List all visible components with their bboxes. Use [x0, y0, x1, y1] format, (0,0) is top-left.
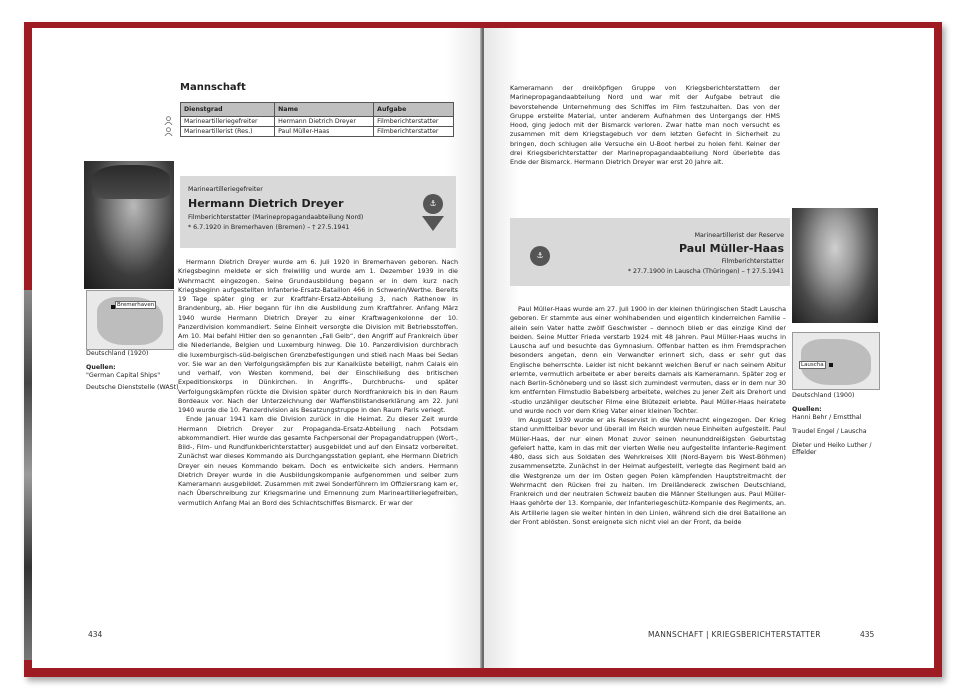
left-page — [32, 28, 482, 668]
profile-band — [510, 218, 790, 286]
paragraph: Ende Januar 1941 kam die Division zurück in die Heimat. Zu dieser Zeit wurde Hermann Dietrich Dreyer zur Propaganda-Ersatz-Abteilung nach Potsdam abkommandiert. Hier wurde das gesamte Fachpersonal der Propagandatruppen (Wort-, Bild-, Film- und Rundfunkberichterstatter) ausgebildet und auf den Einsatz vorbereitet. Zunächst war dieses Kommando als Durchgangsstation geplant, ehe Hermann Dietrich Dreyer ein neues Kommando bekam. Doch es entwickelte sich anders. Hermann Dietrich Dreyer wurde in die Ausbildungskompanie aufgenommen und selber zum Kameramann ausgebildet. Zusammen mit zwei Sonderführern im Offiziersrang kam er, nach Überschreibung zur Kriegsmarine und Ernennung zum Marineartilleriegefreiten, vermutlich Anfang Mai an Bord des Schlachtschiffes Bismarck. Er war der — [178, 415, 458, 507]
map-pin — [829, 363, 833, 367]
page-number-right: 435 — [860, 630, 875, 639]
portrait-photo-muller — [792, 208, 878, 323]
table-row — [181, 117, 454, 127]
profile-dates: * 6.7.1920 in Bremerhaven (Bremen) – † 27.5.1941 — [188, 224, 350, 231]
person-icon — [164, 127, 173, 136]
paragraph: Paul Müller-Haas wurde am 27. Juli 1900 in der kleinen thüringischen Stadt Lauscha geboren. Er stammte aus einer wohlhabenden und eigentlich kinderreichen Familie – allein sein Vater hatte zwölf Geschwister – dennoch blieb er das einzige Kind der beiden. Seine Mutter Frieda verstarb 1924 mit 48 Jahren. Paul Müller-Haas wuchs in Lauscha auf und besuchte das Gymnasium. Offenbar hatten es ihm Fremdsprachen besonders angetan, denn ein Verwandter erinnert sich, dass er sehr gut das Englische beherrschte. Leider ist nicht bekannt welchen Beruf er nach seinem Abitur erlernte, vermutlich arbeitete er aber bereits damals als Kameramann. Später zog er nach Berlin-Schöneberg und so lässt sich zumindest vermuten, dass er in dem nur 30 km entfernten Filmstudio Babelsberg arbeitete, welches zu jener Zeit als Drehort und -studio unzähliger deutscher Filme eine Blütezeit erlebte. Paul Müller-Haas heiratete und wurde noch vor dem Krieg Vater einer kleinen Tochter. — [510, 305, 786, 415]
table-header: Name — [275, 103, 374, 117]
profile-rank: Marineartillerist der Reserve — [694, 232, 784, 239]
running-head: MANNSCHAFT | KRIEGSBERICHTERSTATTER — [648, 630, 821, 639]
book-edge — [24, 290, 32, 660]
table-cell: Hermann Dietrich Dreyer — [275, 117, 374, 127]
table-cell: Marineartillerist (Res.) — [181, 127, 275, 137]
page-number-left: 434 — [88, 630, 103, 639]
source-item: "German Capital Ships" — [86, 372, 161, 379]
sources-title: Quellen: — [792, 406, 822, 413]
table-header: Dienstgrad — [181, 103, 275, 117]
map-caption: Deutschland (1900) — [792, 392, 855, 399]
section-title: Mannschaft — [180, 82, 246, 93]
body-text-left — [178, 258, 458, 638]
profile-role: Filmberichterstatter (Marinepropagandaabteilung Nord) — [188, 214, 364, 221]
person-icon — [164, 116, 173, 125]
body-text-right — [510, 305, 786, 615]
sources-title: Quellen: — [86, 364, 116, 371]
source-item: Traudel Engel / Lauscha — [792, 428, 867, 435]
paragraph: Im August 1939 wurde er als Reservist in die Wehrmacht eingezogen. Der Krieg stand unmittelbar bevor und überall im Reich wurden neue Einheiten aufgestellt. Paul Müller-Haas, der nur einen Monat zuvor seinen neununddreißigsten Geburtstag gefeiert hatte, kam in das mit der vierten Welle neu aufgestellte Infanterie-Regiment 480, dass sich aus Soldaten des Wehrkreises XIII (Nord-Bayern bis West-Böhmen) zusammensetzte. Zunächst in der Heimat aufgestellt, verlegte das Regiment bald an die Westgrenze um der im Osten gegen Polen kämpfenden Hauptstreitmacht der Wehrmacht den Rücken frei zu halten. Im Dreiländereck zwischen Deutschland, Frankreich und der neutralen Schweiz bauten die Männer Stellungen aus. Paul Müller-Haas gehörte der 13. Kompanie, der Infanteriegeschütz-Kompanie des Regiments, an. Als Artillerie lagen sie weiter hinten in den Linien, während sich die drei Bataillone an der Front ablösten. Sonst ereignete sich nicht viel an der Front, da beide — [510, 416, 786, 526]
germany-map-1920 — [86, 290, 174, 350]
source-item: Dieter und Heiko Luther / Effelder — [792, 442, 872, 456]
anchor-badge-icon: ⚓ — [423, 194, 443, 214]
profile-name: Hermann Dietrich Dreyer — [188, 197, 344, 210]
table-header-row — [181, 103, 454, 117]
anchor-badge-icon: ⚓ — [530, 246, 550, 266]
profile-role: Filmberichterstatter — [721, 258, 784, 265]
table-cell: Paul Müller-Haas — [275, 127, 374, 137]
paragraph: Hermann Dietrich Dreyer wurde am 6. Juli 1920 in Bremerhaven geboren. Nach Kriegsbeginn meldete er sich freiwillig und wurde am 1. Dezember 1939 in die Wehrmacht eingezogen. Seine Grundausbildung begann er in dem kurz nach Kriegsbeginn aufgestellten Infanterie-Ersatz-Bataillon 466 in Schwerin/Werthe. Bereits 19 Tage später ging er zur Kraftfahr-Ersatz-Abteilung 3, nach Rathenow in Brandenburg, ab. Hier begann für ihn die Ausbildung zum Kraftfahrer. Anfang März 1940 wurde Hermann Dietrich Dreyer zu einer Kraftwagenkolonne der 10. Panzerdivision kommandiert. Seine Einheit versorgte die Division mit Betriebsstoffen. Am 10. Mai befahl Hitler den so genannten „Fall Gelb“, den Angriff auf Frankreich über die Niederlande, Belgien und Luxemburg hinweg. Die 10. Panzerdivision durchbrach die luxemburgisch-süd-belgischen Grenzbefestigungen und stieß nach Maas bei Sedan vor. Sie war an den Verfolgungskämpfen bis zur Kanalküste beteiligt, nahm Calais ein und verhalf, von Westen kommend, bei der Einschließung des britischen Expeditionskorps in Dünkirchen. In Angriffs-, Durchbruchs- und später Verfolgungskämpfen rückte die Division später durch Nordfrankreich bis in den Raum Bordeaux vor. Nach der Unterzeichnung der Waffenstillstandserklärung am 22. Juni 1940 wurde die 10. Panzerdivision als Besatzungstruppe in den Raum Paris verlegt. — [178, 258, 458, 414]
table-header: Aufgabe — [374, 103, 454, 117]
profile-name: Paul Müller-Haas — [679, 242, 784, 255]
rank-chevron-icon — [422, 216, 444, 231]
paragraph: Kameramann der dreiköpfigen Gruppe von Kriegsberichterstattern der Marinepropagandaabteilung Nord und war mit der Aufgabe betraut die bevorstehende Unternehmung des Schiffes im Film festzuhalten. Das von der Gruppe erstellte Material, unter anderem Aufnahmen des Untergangs der HMS Hood, ging jedoch mit der Bismarck verloren. Zwar hatte man noch versucht es zusammen mit dem Kriegstagebuch vor dem letzten Gefecht in Sicherheit zu bringen, doch schlugen alle Versuche ein U-Boot herbei zu holen fehl. Keiner der drei Kriegsberichterstatter der Marinepropagandaabteilung Nord überlebte das Ende der Bismarck. Hermann Dietrich Dreyer war erst 20 Jahre alt. — [510, 84, 780, 166]
profile-rank: Marineartilleriegefreiter — [188, 186, 263, 193]
map-caption: Deutschland (1920) — [86, 350, 149, 357]
right-page — [484, 28, 934, 668]
table-cell: Filmberichterstatter — [374, 117, 454, 127]
map-label: Lauscha — [801, 362, 824, 368]
table-row — [181, 127, 454, 137]
body-text-right-intro — [510, 84, 780, 220]
profile-dates: * 27.7.1900 in Lauscha (Thüringen) – † 27.5.1941 — [627, 268, 784, 275]
sailor-cap — [92, 165, 170, 199]
table-cell: Marineartilleriegefreiter — [181, 117, 275, 127]
portrait-photo-dreyer — [84, 161, 174, 289]
source-item: Hanni Behr / Ernstthal — [792, 414, 862, 421]
source-item: Deutsche Dienststelle (WASt) — [86, 384, 179, 391]
germany-map-1900 — [792, 332, 880, 390]
profile-band — [180, 176, 456, 248]
crew-table — [180, 102, 454, 137]
map-label: Bremerhaven — [117, 302, 155, 308]
table-cell: Filmberichterstatter — [374, 127, 454, 137]
